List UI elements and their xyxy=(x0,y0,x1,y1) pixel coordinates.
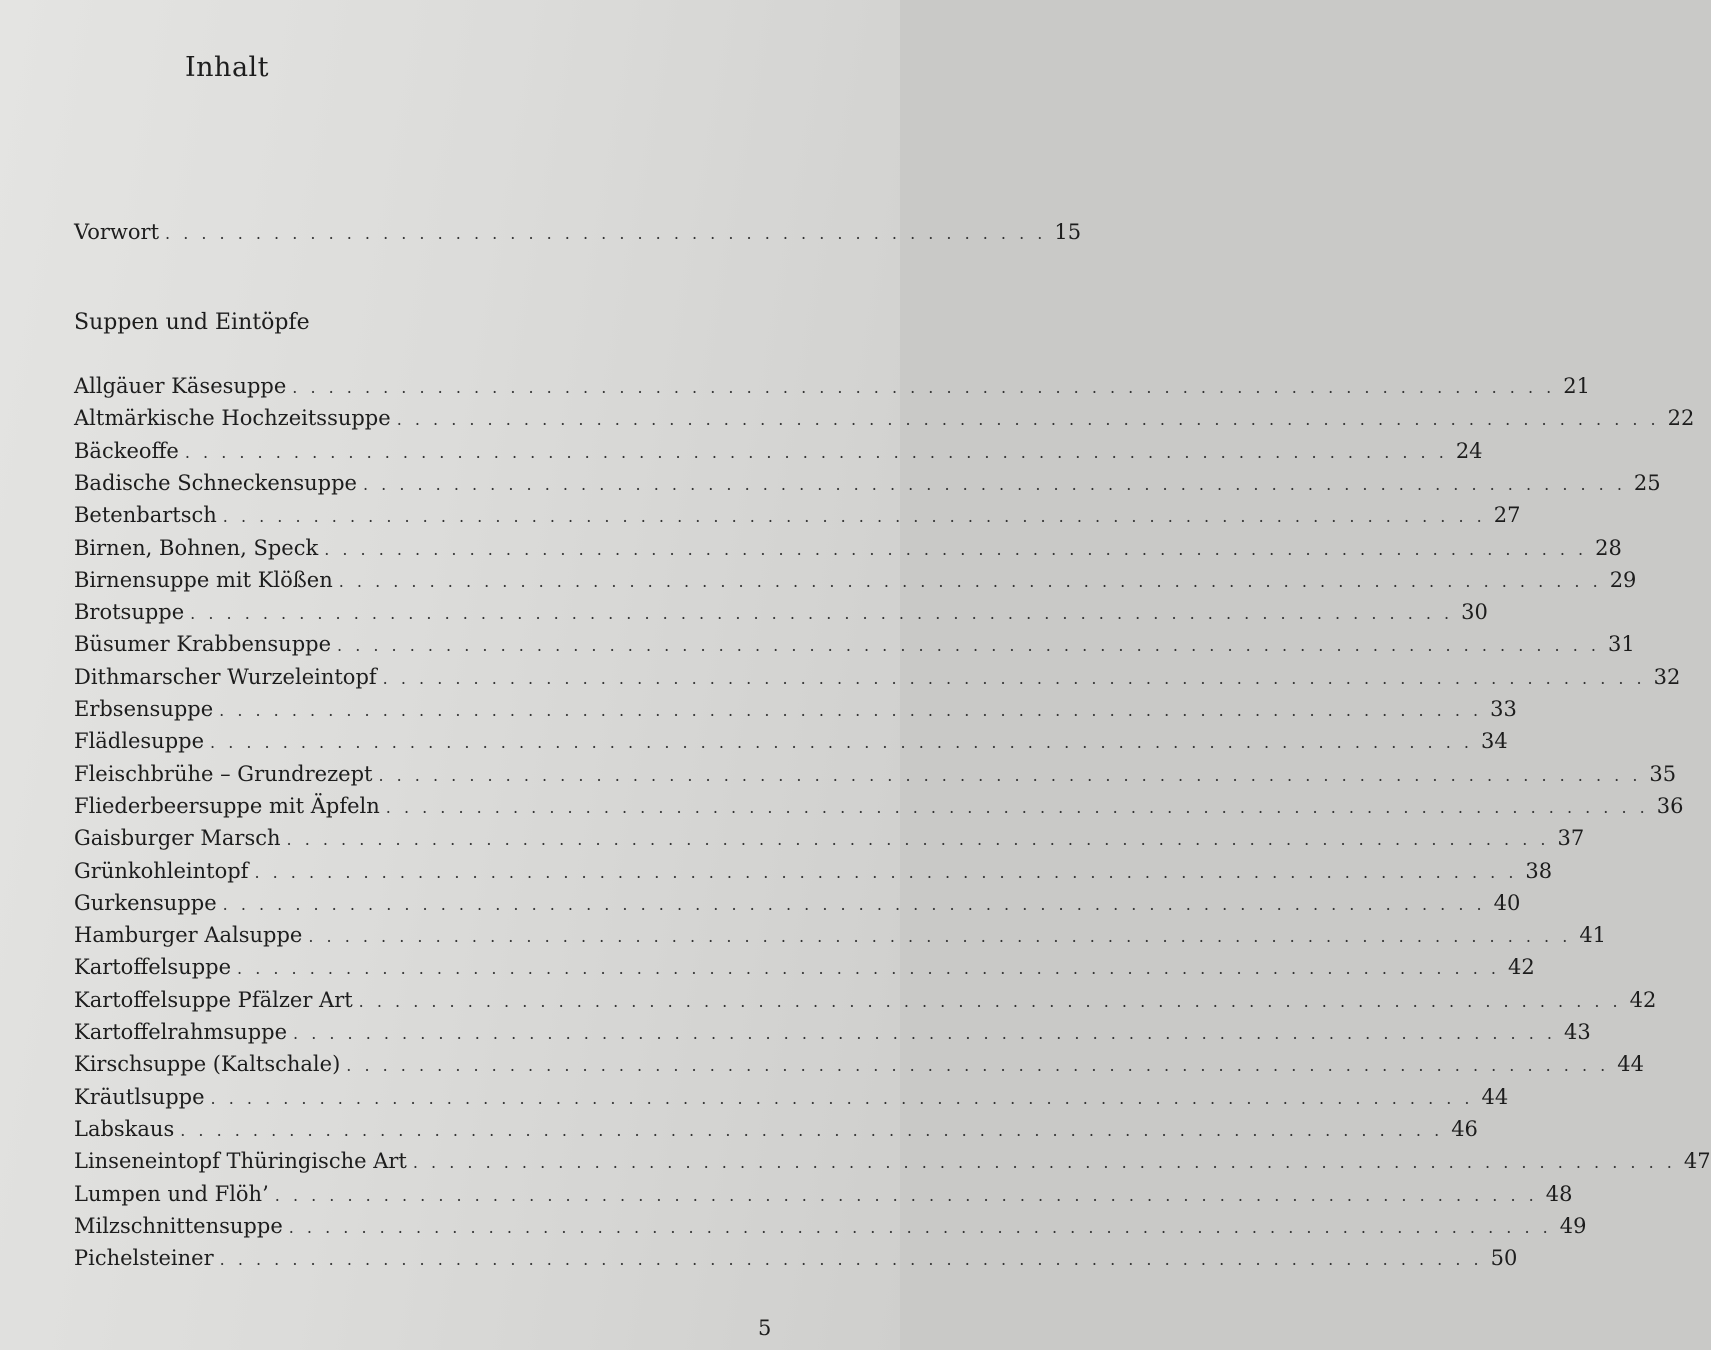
dot-leader: . . . . . . . . . . . . . . . . . . . . . . . . . . . . . . . . . . . . . . . . . . . . . . . . . . . . . . . . . . . . . . . . . . . . . . xyxy=(358,992,1622,1011)
toc-entry-page: 29 xyxy=(1609,568,1637,592)
toc-entry xyxy=(74,665,1681,695)
dot-leader: . . . . . . . . . . . . . . . . . . . . . . . . . . . . . . . . . . . . . . . . . . . . . . . . . . . . . . . . . . . . . . . . . . . . . . xyxy=(219,701,1483,720)
toc-entry xyxy=(74,729,1508,759)
toc-entry xyxy=(74,1182,1573,1212)
toc-entry-page: 15 xyxy=(1054,220,1082,244)
toc-entry-label: Gurkensuppe xyxy=(74,891,217,915)
toc-entry-page: 40 xyxy=(1493,891,1521,915)
toc-entry-label: Labskaus xyxy=(74,1117,175,1141)
toc-entry-page: 36 xyxy=(1656,794,1684,818)
page-number: 5 xyxy=(758,1316,772,1340)
toc-entry-label: Büsumer Krabbensuppe xyxy=(74,632,332,656)
toc-entry xyxy=(74,1149,1711,1179)
toc-entry-page: 42 xyxy=(1507,955,1535,979)
toc-entry-page: 31 xyxy=(1607,632,1635,656)
toc-entry xyxy=(74,1020,1591,1050)
toc-entry-label: Hamburger Aalsuppe xyxy=(74,923,303,947)
toc-entry-label: Kirschsuppe (Kaltschale) xyxy=(74,1052,341,1076)
toc-entry xyxy=(74,826,1585,856)
toc-entry xyxy=(74,471,1661,501)
toc-entry-page: 44 xyxy=(1481,1085,1509,1109)
dot-leader: . . . . . . . . . . . . . . . . . . . . . . . . . . . . . . . . . . . . . . . . . . . . . . . . . . . . . . . . . . . . . . . . . . . . . . xyxy=(210,1089,1474,1108)
dot-leader: . . . . . . . . . . . . . . . . . . . . . . . . . . . . . . . . . . . . . . . . . . . . . . . . . . . . . . . . . . . . . . . . . . . . . . xyxy=(184,443,1448,462)
page-title: Inhalt xyxy=(185,52,270,83)
toc-entry xyxy=(74,1246,1518,1276)
dot-leader: . . . . . . . . . . . . . . . . . . . . . . . . . . . . . . . . . . . . . . . . . . . . . . . . . . . . . . . . . . . . . . . . . . . . . . xyxy=(308,927,1572,946)
toc-entry xyxy=(74,503,1521,533)
toc-entry-label: Fliederbeersuppe mit Äpfeln xyxy=(74,794,380,818)
toc-entry-page: 47 xyxy=(1683,1149,1711,1173)
dot-leader: . . . . . . . . . . . . . . . . . . . . . . . . . . . . . . . . . . . . . . . . . . . . . . . . . . . . . . . . . . . . . . . . . . . . . . xyxy=(210,733,1473,752)
toc-entry xyxy=(74,697,1517,727)
toc-entry-page: 41 xyxy=(1579,923,1607,947)
toc-entry-label: Dithmarscher Wurzeleintopf xyxy=(74,665,377,689)
toc-entry-page: 22 xyxy=(1667,406,1695,430)
dot-leader: . . . . . . . . . . . . . . . . . . . . . . . . . . . . . . . . . . . . . . . . . . . . . . . . . . . . . . . . . . . . . . . . . . . . . . xyxy=(292,378,1556,397)
toc-entry-page: 27 xyxy=(1493,503,1521,527)
dot-leader: . . . . . . . . . . . . . . . . . . . . . . . . . . . . . . . . . . . . . . . . . . . . . . . . . . . . . . . . . . . . . . . . . . . . . . xyxy=(382,669,1646,688)
toc-entry xyxy=(74,794,1684,824)
toc-entry-label: Brotsuppe xyxy=(74,600,185,624)
toc-entry-page: 28 xyxy=(1595,536,1622,560)
toc-entry-page: 44 xyxy=(1617,1052,1644,1076)
toc-entry xyxy=(74,536,1622,566)
dot-leader: . . . . . . . . . . . . . . . . . . . . . . . . . . . . . . . . . . . . . . . . . . . . . . . . . . . . . . . . . . . . . . . . . . . . . . xyxy=(293,1024,1556,1043)
toc-entry xyxy=(74,1085,1509,1115)
toc-entry xyxy=(74,568,1637,598)
toc-entry-label: Gaisburger Marsch xyxy=(74,826,281,850)
dot-leader: . . . . . . . . . . . . . . . . . . . . . . . . . . . . . . . . . . . . . . . . . . . . . . . . . . . . . . . . . . . . . . . . . . . . . . xyxy=(274,1186,1538,1205)
toc-entry xyxy=(74,923,1607,953)
dot-leader: . . . . . . . . . . . . . . . . . . . . . . . . . . . . . . . . . . . . . . . . . . . . . . . . . . . . . . . . . . . . . . . . . . . . . . xyxy=(190,604,1454,623)
toc-entry-preface xyxy=(74,220,1082,250)
toc-entry xyxy=(74,859,1553,889)
toc-entry-label: Badische Schneckensuppe xyxy=(74,471,357,495)
dot-leader: . . . . . . . . . . . . . . . . . . . . . . . . . . . . . . . . . . . . . . . . . . . . . . . . . . . . . . . . . . . . . . . . . . . . . . xyxy=(324,540,1588,559)
toc-entry xyxy=(74,955,1535,985)
toc-entry-label: Allgäuer Käsesuppe xyxy=(74,374,287,398)
toc-entry-page: 38 xyxy=(1525,859,1553,883)
dot-leader: . . . . . . . . . . . . . . . . . . . . . . . . . . . . . . . . . . . . . . . . . . . . . . . . . . . . . . . . . . . . . . . . . . . . . . xyxy=(396,410,1660,429)
toc-entry-label: Erbsensuppe xyxy=(74,697,214,721)
toc-entry-label: Altmärkische Hochzeitssuppe xyxy=(74,406,391,430)
toc-entry xyxy=(74,439,1483,469)
dot-leader: . . . . . . . . . . . . . . . . . . . . . . . . . . . . . . . . . . . . . . . . . . . . . . . . . . . . . . . . . . . . . . . . . . . . . . xyxy=(337,636,1600,655)
toc-entry-page: 34 xyxy=(1480,729,1508,753)
toc-entry-label: Birnen, Bohnen, Speck xyxy=(74,536,319,560)
toc-entry-label: Grünkohleintopf xyxy=(74,859,249,883)
toc-entry-label: Flädlesuppe xyxy=(74,729,205,753)
toc-entry-label: Linseneintopf Thüringische Art xyxy=(74,1149,407,1173)
toc-entry-page: 25 xyxy=(1633,471,1661,495)
dot-leader: . . . . . . . . . . . . . . . . . . . . . . . . . . . . . . . . . . . . . . . . . . . . . . . . . . . . . . . . . . . . . . . . . . . . . . xyxy=(362,475,1626,494)
toc-entry-page: 35 xyxy=(1649,762,1677,786)
toc-entry-page: 30 xyxy=(1461,600,1488,624)
toc-entry xyxy=(74,1214,1587,1244)
toc-entry xyxy=(74,1052,1644,1082)
toc-entry xyxy=(74,632,1635,662)
dot-leader: . . . . . . . . . . . . . . . . . . . . . . . . . . . . . . . . . . . . . . . . . . . . . . . . . . . . . . . . . . . . . . . . . . . . . . xyxy=(412,1153,1676,1172)
dot-leader: . . . . . . . . . . . . . . . . . . . . . . . . . . . . . . . . . . . . . . . . . . . . . . . . . . . . . . . . . . . . . . . . . . . . . . xyxy=(286,830,1550,849)
toc-entry-label: Kräutlsuppe xyxy=(74,1085,205,1109)
toc-entry-label: Kartoffelsuppe Pfälzer Art xyxy=(74,988,353,1012)
dot-leader: . . . . . . . . . . . . . . . . . . . . . . . . . . . . . . . . . . . . . . . . . . . . . . . . . xyxy=(165,224,1047,243)
toc-entry-label: Lumpen und Flöh’ xyxy=(74,1182,269,1206)
toc-entry-page: 32 xyxy=(1653,665,1681,689)
toc-entry-label: Fleischbrühe – Grundrezept xyxy=(74,762,373,786)
toc-entry-page: 42 xyxy=(1629,988,1657,1012)
dot-leader: . . . . . . . . . . . . . . . . . . . . . . . . . . . . . . . . . . . . . . . . . . . . . . . . . . . . . . . . . . . . . . . . . . . . . . xyxy=(254,863,1518,882)
toc-entry-label: Kartoffelsuppe xyxy=(74,955,232,979)
toc-entry xyxy=(74,1117,1478,1147)
toc-entry xyxy=(74,762,1677,792)
toc-entry-page: 21 xyxy=(1563,374,1590,398)
toc-entry xyxy=(74,988,1657,1018)
dot-leader: . . . . . . . . . . . . . . . . . . . . . . . . . . . . . . . . . . . . . . . . . . . . . . . . . . . . . . . . . . . . . . . . . . . . . . xyxy=(338,572,1602,591)
toc-entry-label: Betenbartsch xyxy=(74,503,217,527)
toc-entry xyxy=(74,891,1521,921)
toc-entry xyxy=(74,406,1695,436)
toc-entry-label: Milzschnittensuppe xyxy=(74,1214,283,1238)
toc-entry-page: 46 xyxy=(1451,1117,1478,1141)
toc-entry-page: 43 xyxy=(1563,1020,1591,1044)
dot-leader: . . . . . . . . . . . . . . . . . . . . . . . . . . . . . . . . . . . . . . . . . . . . . . . . . . . . . . . . . . . . . . . . . . . . . . xyxy=(346,1056,1610,1075)
dot-leader: . . . . . . . . . . . . . . . . . . . . . . . . . . . . . . . . . . . . . . . . . . . . . . . . . . . . . . . . . . . . . . . . . . . . . . xyxy=(219,1250,1483,1269)
section-heading: Suppen und Eintöpfe xyxy=(74,310,310,335)
toc-entry-label: Kartoffelrahmsuppe xyxy=(74,1020,288,1044)
dot-leader: . . . . . . . . . . . . . . . . . . . . . . . . . . . . . . . . . . . . . . . . . . . . . . . . . . . . . . . . . . . . . . . . . . . . . . xyxy=(222,507,1486,526)
dot-leader: . . . . . . . . . . . . . . . . . . . . . . . . . . . . . . . . . . . . . . . . . . . . . . . . . . . . . . . . . . . . . . . . . . . . . . xyxy=(222,895,1486,914)
dot-leader: . . . . . . . . . . . . . . . . . . . . . . . . . . . . . . . . . . . . . . . . . . . . . . . . . . . . . . . . . . . . . . . . . . . . . . xyxy=(237,959,1500,978)
toc-entry-page: 49 xyxy=(1559,1214,1587,1238)
toc-entry-label: Bäckeoffe xyxy=(74,439,179,463)
toc-entry-page: 37 xyxy=(1557,826,1585,850)
toc-entry-page: 48 xyxy=(1545,1182,1573,1206)
toc-entry-label: Birnensuppe mit Klößen xyxy=(74,568,333,592)
toc-entry xyxy=(74,600,1488,630)
dot-leader: . . . . . . . . . . . . . . . . . . . . . . . . . . . . . . . . . . . . . . . . . . . . . . . . . . . . . . . . . . . . . . . . . . . . . . xyxy=(180,1121,1444,1140)
toc-entry-page: 24 xyxy=(1455,439,1483,463)
toc-entry xyxy=(74,374,1590,404)
toc-entry-label: Vorwort xyxy=(74,220,160,244)
dot-leader: . . . . . . . . . . . . . . . . . . . . . . . . . . . . . . . . . . . . . . . . . . . . . . . . . . . . . . . . . . . . . . . . . . . . . . xyxy=(288,1218,1552,1237)
toc-entry-label: Pichelsteiner xyxy=(74,1246,214,1270)
toc-entry-page: 50 xyxy=(1490,1246,1518,1270)
dot-leader: . . . . . . . . . . . . . . . . . . . . . . . . . . . . . . . . . . . . . . . . . . . . . . . . . . . . . . . . . . . . . . . . . . . . . . xyxy=(385,798,1649,817)
dot-leader: . . . . . . . . . . . . . . . . . . . . . . . . . . . . . . . . . . . . . . . . . . . . . . . . . . . . . . . . . . . . . . . . . . . . . . xyxy=(378,766,1642,785)
toc-entry-page: 33 xyxy=(1490,697,1517,721)
